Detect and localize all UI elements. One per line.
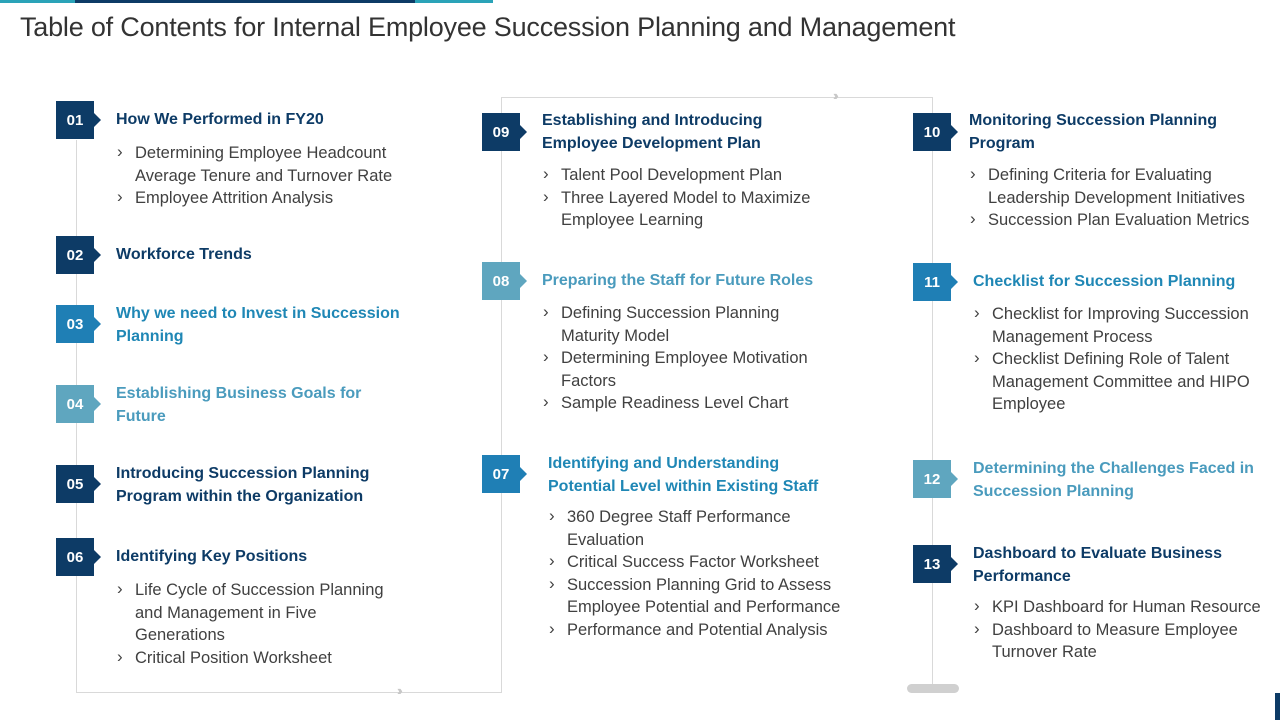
list-item[interactable]: › Determining Employee Headcount Average Tenure and Turnover Rate (116, 142, 406, 187)
arrow-right-icon (951, 557, 958, 571)
arrow-right-icon (520, 467, 527, 481)
section-number-badge: 02 (56, 236, 94, 274)
page-title: Table of Contents for Internal Employee Succession Planning and Management (20, 12, 956, 42)
scroll-indicator (907, 684, 959, 693)
arrow-right-icon (94, 550, 101, 564)
section-heading[interactable]: Identifying Key Positions (116, 548, 308, 565)
section-subitems (116, 579, 406, 669)
section-number-badge: 10 (913, 113, 951, 151)
top-accent-bar (75, 0, 415, 3)
section-subitems (116, 142, 406, 210)
section-heading[interactable]: How We Performed in FY20 (116, 111, 324, 128)
arrow-right-icon (94, 113, 101, 127)
arrow-right-icon (951, 125, 958, 139)
arrow-right-icon (94, 477, 101, 491)
section-heading[interactable]: Preparing the Staff for Future Roles (542, 272, 814, 289)
section-number-badge: 03 (56, 305, 94, 343)
list-item[interactable]: › Succession Plan Evaluation Metrics (969, 209, 1274, 232)
section-number-badge: 01 (56, 101, 94, 139)
list-item[interactable]: › Talent Pool Development Plan (542, 164, 842, 187)
section-heading[interactable]: Determining the Challenges Faced in Succession Planning (973, 460, 1254, 500)
section-heading[interactable]: Introducing Succession Planning Program within the Organization (116, 465, 370, 505)
list-item[interactable]: › Three Layered Model to Maximize Employee Learning (542, 187, 842, 232)
arrow-right-icon (94, 317, 101, 331)
arrow-right-icon (520, 274, 527, 288)
list-item[interactable]: › KPI Dashboard for Human Resource (973, 596, 1278, 619)
list-item[interactable]: › Succession Planning Grid to Assess Employee Potential and Performance (548, 574, 848, 619)
list-item[interactable]: › Critical Success Factor Worksheet (548, 551, 848, 574)
arrow-right-icon (94, 397, 101, 411)
list-item[interactable]: › Defining Succession Planning Maturity Model (542, 302, 842, 347)
section-heading[interactable]: Workforce Trends (116, 246, 252, 263)
list-item[interactable]: › Determining Employee Motivation Factors (542, 347, 842, 392)
list-item[interactable]: › Employee Attrition Analysis (116, 187, 406, 210)
list-item[interactable]: › Sample Readiness Level Chart (542, 392, 842, 415)
list-item[interactable]: › Checklist for Improving Succession Management Process (973, 303, 1278, 348)
arrow-right-icon (951, 275, 958, 289)
double-chevron-icon: ›› (397, 683, 400, 698)
list-item[interactable]: › Dashboard to Measure Employee Turnover Rate (973, 619, 1278, 664)
section-subitems (542, 302, 842, 415)
section-subitems (548, 506, 848, 641)
section-heading[interactable]: Monitoring Succession Planning Program (969, 112, 1218, 152)
section-subitems (973, 596, 1278, 664)
section-heading[interactable]: Why we need to Invest in Succession Planning (116, 305, 400, 345)
connector-line (932, 97, 933, 687)
list-item[interactable]: › Critical Position Worksheet (116, 647, 406, 670)
section-subitems (542, 164, 842, 232)
section-heading[interactable]: Checklist for Succession Planning (973, 273, 1236, 290)
top-accent-bar (415, 0, 493, 3)
list-item[interactable]: › 360 Degree Staff Performance Evaluation (548, 506, 848, 551)
list-item[interactable]: › Checklist Defining Role of Talent Management Committee and HIPO Employee (973, 348, 1278, 416)
section-number-badge: 13 (913, 545, 951, 583)
section-subitems (969, 164, 1274, 232)
section-number-badge: 05 (56, 465, 94, 503)
list-item[interactable]: › Performance and Potential Analysis (548, 619, 848, 642)
section-heading[interactable]: Establishing Business Goals for Future (116, 385, 362, 425)
connector-line (501, 97, 502, 693)
corner-accent-bar (1275, 693, 1280, 720)
section-subitems (973, 303, 1278, 416)
section-heading[interactable]: Establishing and Introducing Employee Development Plan (542, 112, 763, 152)
top-accent-bar (0, 0, 75, 3)
arrow-right-icon (951, 472, 958, 486)
section-number-badge: 04 (56, 385, 94, 423)
section-number-badge: 12 (913, 460, 951, 498)
section-heading[interactable]: Identifying and Understanding Potential Level within Existing Staff (548, 455, 819, 495)
arrow-right-icon (520, 125, 527, 139)
section-number-badge: 09 (482, 113, 520, 151)
section-number-badge: 08 (482, 262, 520, 300)
section-number-badge: 06 (56, 538, 94, 576)
connector-line (501, 97, 933, 98)
list-item[interactable]: › Life Cycle of Succession Planning and Management in Five Generations (116, 579, 406, 647)
list-item[interactable]: › Defining Criteria for Evaluating Leadership Development Initiatives (969, 164, 1274, 209)
arrow-right-icon (94, 248, 101, 262)
section-number-badge: 07 (482, 455, 520, 493)
connector-line (76, 692, 502, 693)
section-heading[interactable]: Dashboard to Evaluate Business Performance (973, 545, 1222, 585)
section-number-badge: 11 (913, 263, 951, 301)
double-chevron-icon: ›› (833, 88, 836, 103)
